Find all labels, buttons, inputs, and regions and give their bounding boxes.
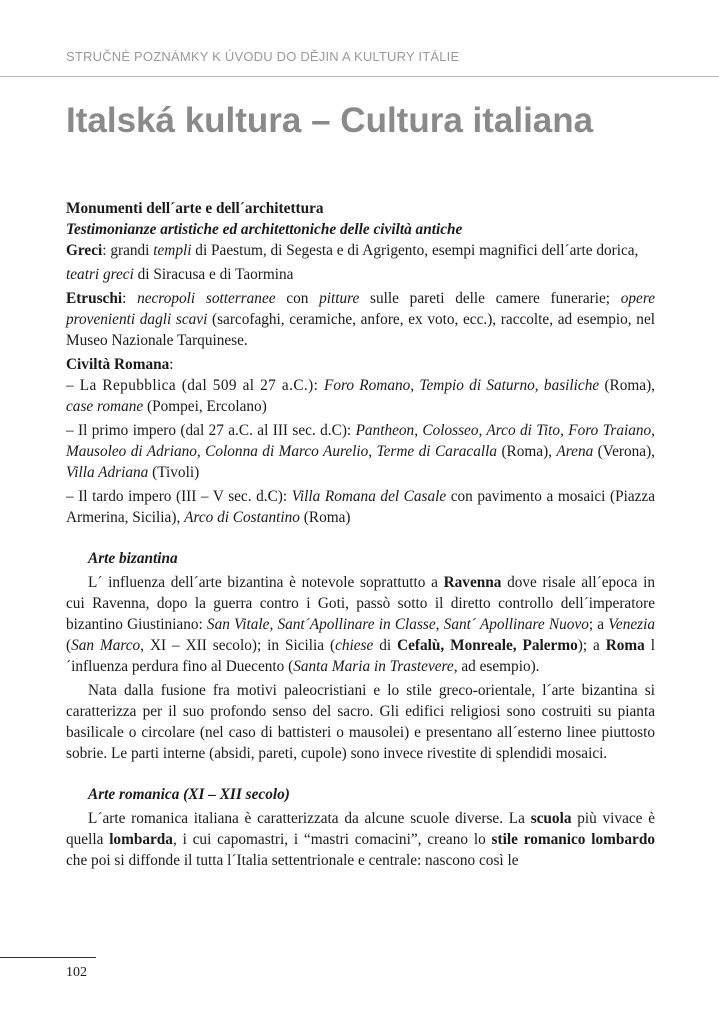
footer-divider [0,957,96,958]
bizantina-paragraph-1: L´ influenza dell´arte bizantina è notevole soprattutto a Ravenna dove risale all´epoca in cui Ravenna, dopo la guerra contro i Goti, passò sotto il diretto controllo dell´imperatore bizantino Giustiniano: San Vitale, Sant´Apollinare in Classe, Sant´ Apollinare Nuovo; a Venezia (San Marco, XI – XII secolo); in Sicilia (chiese di Cefalù, Monreale, Palermo); a Roma l´influenza perdura fino al Duecento (Santa Maria in Trastevere, ad esempio). [66,574,656,675]
romana-item-primo-impero: – Il primo impero (dal 27 a.C. al III sec. d.C): Pantheon, Colosseo, Arco di Tito, Foro Traiano, Mausoleo di Adriano, Colonna di Marco Aurelio, Terme di Caracalla (Roma), Arena (Verona), Villa Adriana (Tivoli) [66,422,656,481]
page-body [66,198,655,874]
page-number: 102 [66,965,87,980]
chapter-title: Italská kultura – Cultura italiana [66,101,594,140]
romana-heading: Civiltà Romana: [66,356,174,373]
greci-teatri-line: teatri greci di Siracusa e di Taormina [66,266,294,283]
greci-paragraph: Greci: grandi templi di Paestum, di Segesta e di Agrigento, esempi magnifici dell´arte dorica, [66,242,639,259]
bizantina-paragraph-2: Nata dalla fusione fra motivi paleocristiani e lo stile greco-orientale, l´arte bizantina si caratterizza per il suo profondo senso del sacro. Gli edifici religiosi sono costruiti su pianta basilicale o circolare (nel caso di battisteri o mausolei) e presentano all´esterno linee piuttosto sobrie. Le parti interne (absidi, pareti, cupole) sono invece rivestite di splendidi mosaici. [66,682,655,762]
section-subheading: Testimonianze artistiche ed architettoniche delle civiltà antiche [66,221,463,238]
romanica-paragraph: L´arte romanica italiana è caratterizzata da alcune scuole diverse. La scuola più vivace è quella lombarda, i cui capomastri, i “mastri comacini”, creano lo stile romanico lombardo che poi si diffonde il tutta l´Italia settentrionale e centrale: nascono così le [66,810,655,869]
romanica-heading: Arte romanica (XI – XII secolo) [88,786,290,803]
bizantina-heading: Arte bizantina [88,550,178,567]
header-divider [0,76,719,77]
section-heading: Monumenti dell´arte e dell´architettura [66,200,324,217]
etruschi-paragraph: Etruschi: necropoli sotterranee con pitture sulle pareti delle camere funerarie; opere provenienti dagli scavi (sarcofaghi, ceramiche, anfore, ex voto, ecc.), raccolte, ad esempio, nel Museo Nazionale Tarquinese. [66,290,655,349]
running-header: STRUČNÉ POZNÁMKY K ÚVODU DO DĚJIN A KULTURY ITÁLIE [66,49,460,64]
romana-item-tardo-impero: – Il tardo impero (III – V sec. d.C): Villa Romana del Casale con pavimento a mosaici (Piazza Armerina, Sicilia), Arco di Costantino (Roma) [66,488,655,526]
romana-item-repubblica: – La Repubblica (dal 509 al 27 a.C.): Foro Romano, Tempio di Saturno, basiliche (Roma), case romane (Pompei, Ercolano) [66,377,655,415]
